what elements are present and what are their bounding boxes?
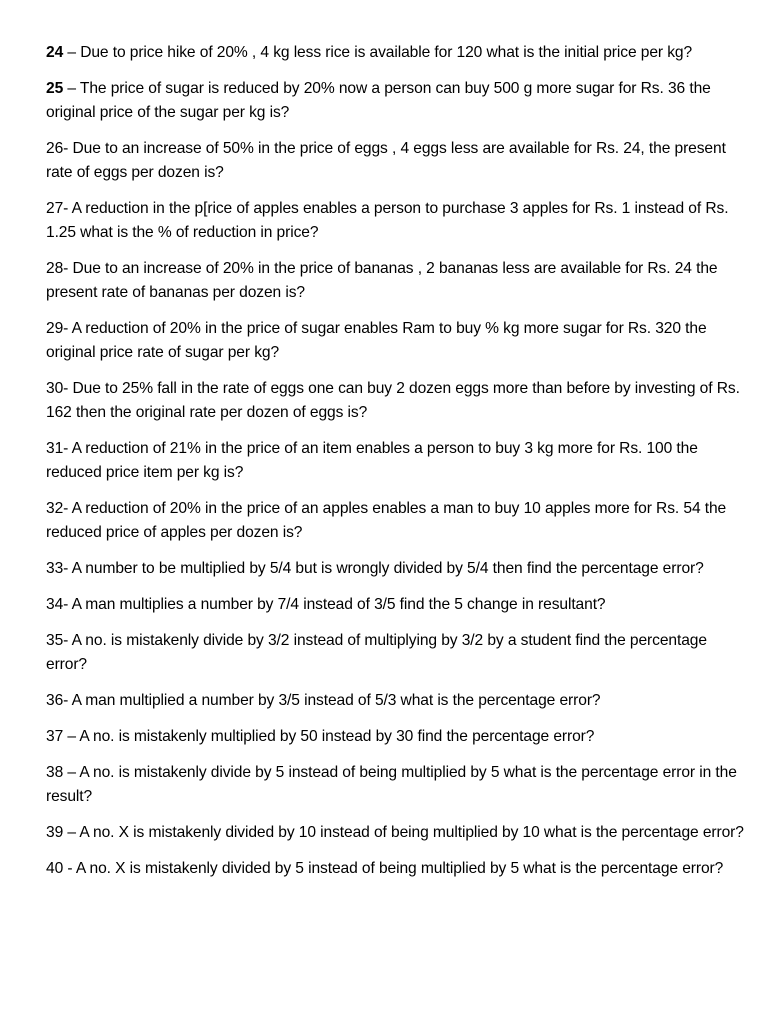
question-text: – A no. is mistakenly divide by 5 instead of being multiplied by 5 what is the percentage error in the result? xyxy=(46,764,737,805)
question-number: 39 xyxy=(46,824,64,841)
question-32 xyxy=(46,497,746,545)
question-number: 33 xyxy=(46,560,64,577)
question-text: - Due to an increase of 50% in the price of eggs , 4 eggs less are available for Rs. 24, the present rate of eggs per dozen is? xyxy=(46,140,726,181)
question-number: 27 xyxy=(46,200,64,217)
question-number: 29 xyxy=(46,320,64,337)
question-28 xyxy=(46,257,746,305)
question-number: 26 xyxy=(46,140,64,157)
question-text: – The price of sugar is reduced by 20% now a person can buy 500 g more sugar for Rs. 36 the original price of the sugar per kg is? xyxy=(46,80,711,121)
question-text: – A no. X is mistakenly divided by 10 instead of being multiplied by 10 what is the percentage error? xyxy=(63,824,744,841)
question-number: 30 xyxy=(46,380,64,397)
question-35 xyxy=(46,629,746,677)
question-text: – Due to price hike of 20% , 4 kg less rice is available for 120 what is the initial price per kg? xyxy=(63,44,693,61)
question-25 xyxy=(46,77,746,125)
question-text: - A no. is mistakenly divide by 3/2 instead of multiplying by 3/2 by a student find the percentage error? xyxy=(46,632,707,673)
question-40 xyxy=(46,857,746,881)
question-37 xyxy=(46,725,746,749)
question-text: - A reduction of 21% in the price of an item enables a person to buy 3 kg more for Rs. 100 the reduced price item per kg is? xyxy=(46,440,698,481)
question-number: 40 xyxy=(46,860,64,877)
question-number: 24 xyxy=(46,44,64,61)
question-24 xyxy=(46,41,746,65)
question-38 xyxy=(46,761,746,809)
question-text: - A reduction of 20% in the price of an apples enables a man to buy 10 apples more for Rs. 54 the reduced price of apples per dozen is? xyxy=(46,500,727,541)
question-text: - A reduction in the p[rice of apples enables a person to purchase 3 apples for Rs. 1 instead of Rs. 1.25 what is the % of reduction in price? xyxy=(46,200,729,241)
question-text: - Due to an increase of 20% in the price of bananas , 2 bananas less are available for Rs. 24 the present rate of bananas per dozen is? xyxy=(46,260,718,301)
question-text: - A reduction of 20% in the price of sugar enables Ram to buy % kg more sugar for Rs. 320 the original price rate of sugar per kg? xyxy=(46,320,707,361)
question-33 xyxy=(46,557,746,581)
question-36 xyxy=(46,689,746,713)
question-number: 38 xyxy=(46,764,64,781)
document-page xyxy=(46,41,746,893)
question-text: - A no. X is mistakenly divided by 5 instead of being multiplied by 5 what is the percentage error? xyxy=(63,860,724,877)
question-34 xyxy=(46,593,746,617)
question-31 xyxy=(46,437,746,485)
question-text: – A no. is mistakenly multiplied by 50 instead by 30 find the percentage error? xyxy=(63,728,595,745)
question-text: - A man multiplied a number by 3/5 instead of 5/3 what is the percentage error? xyxy=(63,692,601,709)
question-number: 32 xyxy=(46,500,64,517)
question-number: 34 xyxy=(46,596,64,613)
question-26 xyxy=(46,137,746,185)
question-text: - A man multiplies a number by 7/4 instead of 3/5 find the 5 change in resultant? xyxy=(63,596,606,613)
question-27 xyxy=(46,197,746,245)
question-text: - Due to 25% fall in the rate of eggs one can buy 2 dozen eggs more than before by investing of Rs. 162 then the original rate per dozen of eggs is? xyxy=(46,380,740,421)
question-number: 37 xyxy=(46,728,64,745)
question-39 xyxy=(46,821,746,845)
question-30 xyxy=(46,377,746,425)
question-number: 28 xyxy=(46,260,64,277)
question-number: 25 xyxy=(46,80,64,97)
question-text: - A number to be multiplied by 5/4 but is wrongly divided by 5/4 then find the percentage error? xyxy=(63,560,704,577)
question-number: 35 xyxy=(46,632,64,649)
question-number: 31 xyxy=(46,440,64,457)
question-29 xyxy=(46,317,746,365)
question-number: 36 xyxy=(46,692,64,709)
